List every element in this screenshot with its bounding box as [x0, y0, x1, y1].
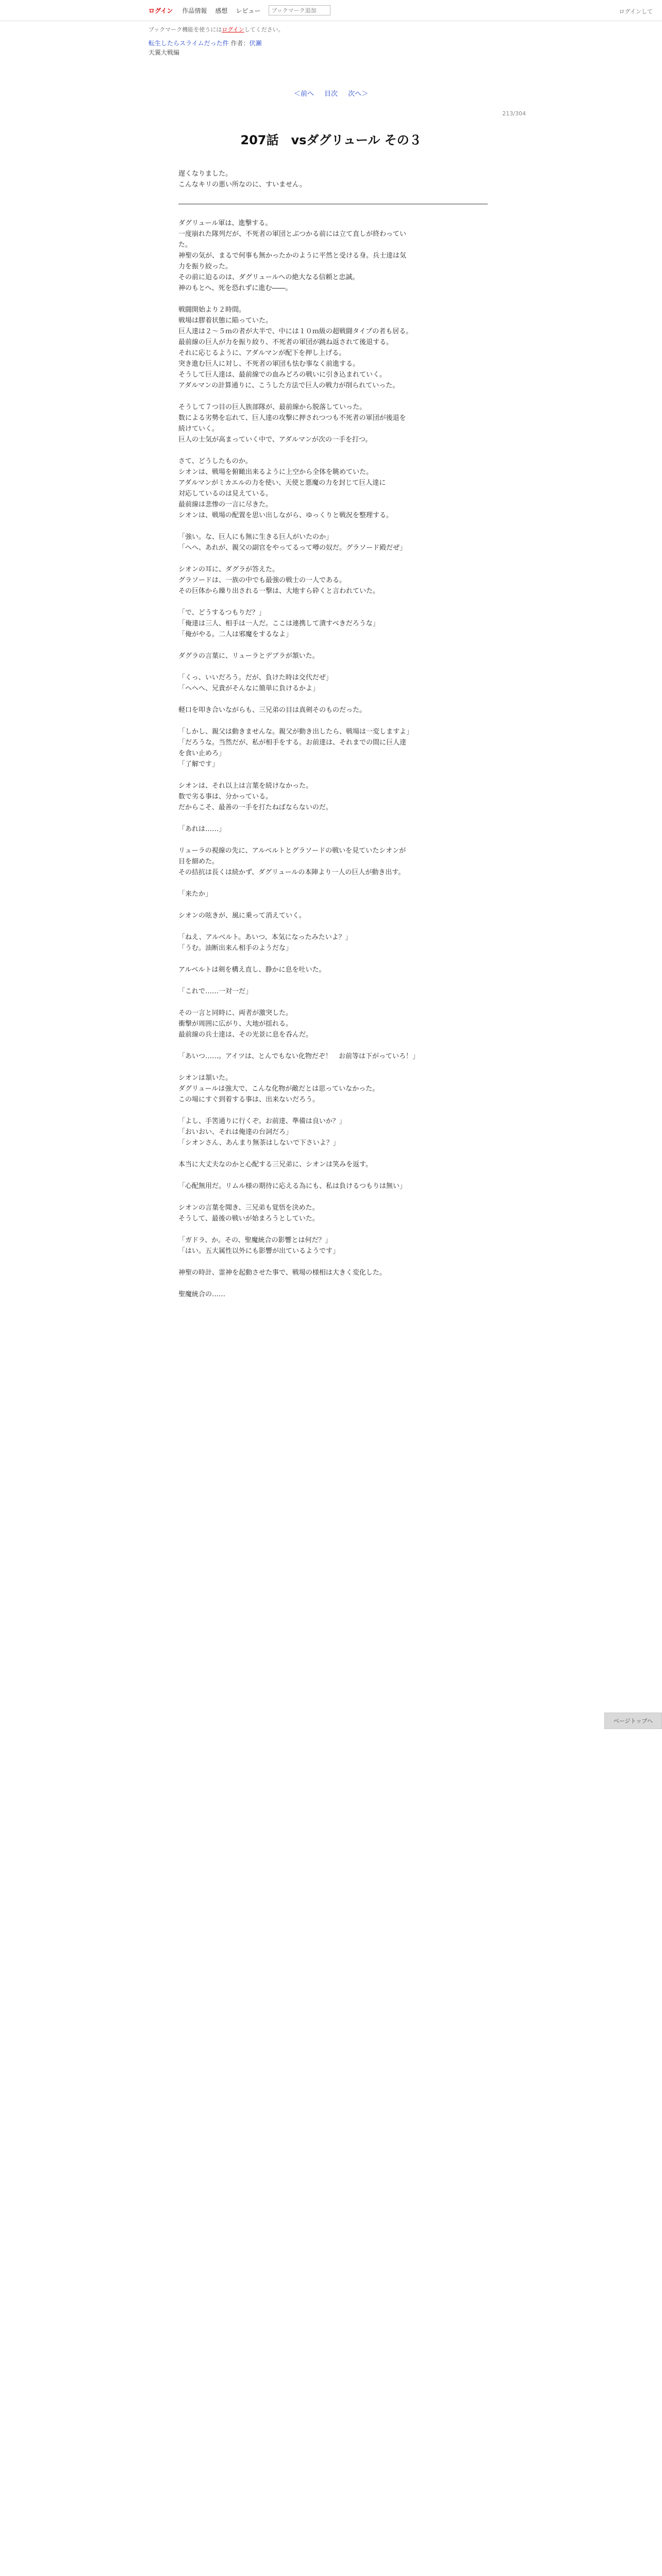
text-line: [178, 1062, 483, 1073]
text-line: 「ヘヘへ、兄貴がそんなに簡単に負けるかよ」: [178, 685, 320, 692]
text-line: 神聖の気が、まるで何事も無かったかのように平然と受ける身。兵士達は気: [178, 252, 406, 260]
text-line: 「おいおい、それは俺達の台詞だろ」: [178, 1128, 293, 1136]
text-line: [178, 770, 483, 781]
text-line: そうして巨人達は、最前線での血みどろの戦いに引き込まれていく。: [178, 371, 386, 379]
text-line: [178, 997, 483, 1008]
text-line: [178, 835, 483, 845]
text-line: [178, 878, 483, 889]
text-line: 「うむ。油断出来ん相手のようだな」: [178, 944, 293, 952]
text-line: グラソードは、一族の中でも最強の戦士の一人である。: [178, 577, 346, 584]
top-bar: [0, 0, 662, 21]
nav-item-comments[interactable]: 感想: [215, 7, 228, 14]
text-line: 「シオンさん、あんまり無茶はしないで下さいよ？」: [178, 1139, 340, 1147]
chapter-subtitle: 天翼大戦編: [148, 49, 180, 56]
text-line: [178, 1224, 483, 1235]
preface: [178, 168, 483, 190]
chapter-body: [178, 218, 483, 1300]
series-title-link[interactable]: 転生したらスライムだった件: [148, 40, 229, 47]
text-line: [178, 921, 483, 932]
right-login-link[interactable]: ログインして: [619, 8, 653, 15]
text-line: 「よし、手筈通りに行くぞ。お前達、準備は良いか？」: [178, 1117, 346, 1125]
text-line: [178, 1170, 483, 1181]
text-line: 遅くなりました。: [178, 170, 233, 178]
text-line: それに応じるように、アダルマンが配下を押し上げる。: [178, 349, 346, 357]
text-line: シオンは、戦場を俯瞰出来るように上空から全体を眺めていた。: [178, 468, 373, 476]
text-line: [178, 553, 483, 564]
text-line: た。: [178, 241, 192, 249]
text-line: 「心配無用だ。リムル様の期待に応える為にも、私は負けるつもりは無い」: [178, 1182, 406, 1190]
text-line: 最前線の巨人が力を振り絞り、不死者の軍団が跳ね返されて後退する。: [178, 338, 393, 346]
text-line: [178, 521, 483, 532]
chapter-title: 207話 vsダグリュール その３: [240, 133, 422, 147]
pager: [0, 88, 662, 98]
text-line: 「了解です」: [178, 760, 219, 768]
author-link[interactable]: 伏瀬: [249, 40, 262, 47]
text-line: そうして７つ目の巨人族部隊が、最前線から脱落していった。: [178, 403, 367, 411]
text-line: [178, 1105, 483, 1116]
series-header: [148, 39, 662, 57]
text-line: [178, 813, 483, 824]
text-line: だからこそ、最善の一手を打たねばならないのだ。: [178, 804, 333, 811]
text-line: [178, 597, 483, 607]
text-line: ダグラの言葉に、リューラとデブラが頷いた。: [178, 652, 319, 660]
next-link[interactable]: 次へ＞: [348, 90, 369, 98]
text-line: 「あれは……」: [178, 825, 226, 833]
text-line: 「しかし、親父は動きませんな。親父が動き出したら、戦場は一変しますよ」: [178, 728, 413, 736]
notice-login-link[interactable]: ログイン: [222, 26, 244, 33]
text-line: 力を振り絞った。: [178, 263, 233, 270]
text-line: 聖魔統合の……: [178, 1291, 226, 1298]
text-line: 「で、どうするつもりだ？」: [178, 609, 266, 617]
text-line: そうして、最後の戦いが始まろうとしていた。: [178, 1215, 319, 1223]
text-line: [178, 662, 483, 672]
text-line: 戦闘開始より２時間。: [178, 306, 246, 314]
text-line: 「あいつ……。アイツは、とんでもない化物だぞ！ お前等は下がっていろ！」: [178, 1053, 419, 1060]
text-line: 対応しているのは見えている。: [178, 490, 273, 498]
notice-text: ブックマーク機能を使うには: [148, 26, 222, 33]
text-line: アダルマンの計算通りに、こうした方法で巨人の戦力が削られていった。: [178, 382, 400, 389]
text-line: 数による劣勢を忘れて、巨人達の攻撃に押されつつも不死者の軍団が後退を: [178, 414, 406, 422]
text-line: 「ガドラ、か。その、聖魔統合の影響とは何だ？」: [178, 1236, 332, 1244]
text-line: 「俺達は三人、相手は一人だ。ここは連携して潰すべきだろうな」: [178, 620, 379, 628]
text-line: さて、どうしたものか。: [178, 457, 252, 465]
text-line: 戦場は膠着状態に陥っていた。: [178, 317, 273, 325]
prev-link[interactable]: ＜前へ: [293, 90, 314, 98]
text-line: [178, 445, 483, 456]
text-line: シオンの呟きが、風に乗って消えていく。: [178, 912, 306, 920]
text-line: 「はい。五大属性以外にも影響が出ているようです」: [178, 1247, 340, 1255]
text-line: アルベルトは剣を構え直し、静かに息を吐いた。: [178, 966, 326, 974]
text-line: [178, 1278, 483, 1289]
text-line: 本当に大丈夫なのかと心配する三兄弟に、シオンは笑みを返す。: [178, 1161, 372, 1168]
text-line: その巨体から繰り出される一撃は、大地すら砕くと言われていた。: [178, 587, 380, 595]
text-line: アダルマンがミカエルの力を使い、天使と悪魔の力を封じて巨人達に: [178, 479, 386, 487]
text-line: この場にすぐ到着する事は、出来ないだろう。: [178, 1096, 320, 1104]
text-line: その前に迫るのは、ダグリュールへの絶大なる信頼と忠誠。: [178, 274, 359, 281]
text-line: 衝撃が周囲に広がり、大地が揺れる。: [178, 1020, 293, 1028]
text-line: シオンの耳に、ダグラが答えた。: [178, 566, 279, 573]
text-line: を食い止めろ」: [178, 750, 226, 757]
text-line: リューラの視線の先に、アルベルトとグラソードの戦いを見ていたシオンが: [178, 847, 406, 855]
text-line: その一言と同時に、両者が激突した。: [178, 1009, 293, 1017]
text-line: ダグリュール軍は、進撃する。: [178, 219, 272, 227]
text-line: 「へへ、あれが、親父の副官をやってるって噂の奴だ。グラソード殿だぜ」: [178, 544, 407, 552]
text-line: 「ねえ、アルベルト。あいつ、本気になったみたいよ？」: [178, 934, 352, 941]
text-line: [178, 1192, 483, 1202]
text-line: 巨人達は２～５ｍの者が大半で、中には１０ｍ級の超戦闘タイプの者も居る。: [178, 328, 413, 335]
text-line: 軽口を叩き合いながらも、三兄弟の目は真剣そのものだった。: [178, 706, 367, 714]
text-line: こんなキリの悪い所なのに、すいません。: [178, 181, 306, 189]
text-line: シオンの言葉を聞き、三兄弟も覚悟を決めた。: [178, 1204, 319, 1212]
text-line: [178, 716, 483, 726]
text-line: 一度崩れた隊列だが、不死者の軍団とぶつかる前には立て直しが終わってい: [178, 230, 406, 238]
text-line: 続けていく。: [178, 425, 219, 433]
nav-item-reviews[interactable]: レビュー: [236, 7, 261, 14]
login-link[interactable]: ログイン: [148, 7, 173, 14]
text-line: 「これで……一対一だ」: [178, 988, 253, 995]
text-line: 「強い。な、巨人にも無に生きる巨人がいたのか」: [178, 533, 333, 541]
author-label: 作者：: [230, 40, 250, 47]
nav-item-info[interactable]: 作品情報: [182, 7, 207, 14]
text-line: 神聖の時計、霊神を起動させた事で、戦場の様相は大きく変化した。: [178, 1269, 386, 1277]
text-line: [178, 1257, 483, 1267]
text-line: その拮抗は長くは続かず、ダグリュールの本陣より一人の巨人が動き出す。: [178, 869, 405, 876]
bookmark-notice: [148, 25, 662, 33]
text-line: 神のもとへ、死を恐れずに進む――。: [178, 284, 292, 292]
text-line: 「だろうな。当然だが、私が相手をする。お前達は、それまでの間に巨人達: [178, 739, 407, 747]
text-line: シオンは、戦場の配置を思い出しながら、ゆっくりと戦況を整理する。: [178, 512, 393, 519]
text-line: [178, 1148, 483, 1159]
text-line: シオンは頷いた。: [178, 1074, 233, 1082]
bookmark-input[interactable]: [269, 5, 330, 15]
text-line: ダグリュールは強大で、こんな化物が敵だとは思っていなかった。: [178, 1085, 379, 1093]
text-line: [178, 640, 483, 651]
text-line: 数で劣る事は、分かっている。: [178, 793, 273, 801]
page-top-button[interactable]: ページトップへ: [604, 1713, 662, 1729]
text-line: 最前線の兵士達は、その光景に息を呑んだ。: [178, 1031, 313, 1039]
text-line: [178, 954, 483, 964]
divider: [178, 204, 488, 205]
text-line: [178, 294, 483, 304]
text-line: [178, 694, 483, 705]
text-line: [178, 1040, 483, 1051]
index-link[interactable]: 目次: [324, 90, 338, 98]
text-line: [178, 975, 483, 986]
text-line: 「来たか」: [178, 890, 212, 898]
text-line: 目を細めた。: [178, 858, 219, 866]
text-line: [178, 900, 483, 910]
text-line: 最前線は悲惨の一言に尽きた。: [178, 501, 273, 509]
text-line: 巨人の士気が高まっていく中で、アダルマンが次の一手を打つ。: [178, 436, 372, 444]
text-line: 突き進む巨人に対し、不死者の軍団も怯む事なく前進する。: [178, 360, 360, 368]
text-line: 「くっ、いいだろう。だが、負けた時は交代だぜ」: [178, 674, 333, 682]
page-number: 213/304: [502, 110, 526, 117]
text-line: シオンは、それ以上は言葉を続けなかった。: [178, 782, 313, 790]
text-line: 「俺がやる。二人は邪魔をするなよ」: [178, 631, 293, 638]
notice-suffix: してください。: [244, 26, 284, 33]
text-line: [178, 391, 483, 402]
